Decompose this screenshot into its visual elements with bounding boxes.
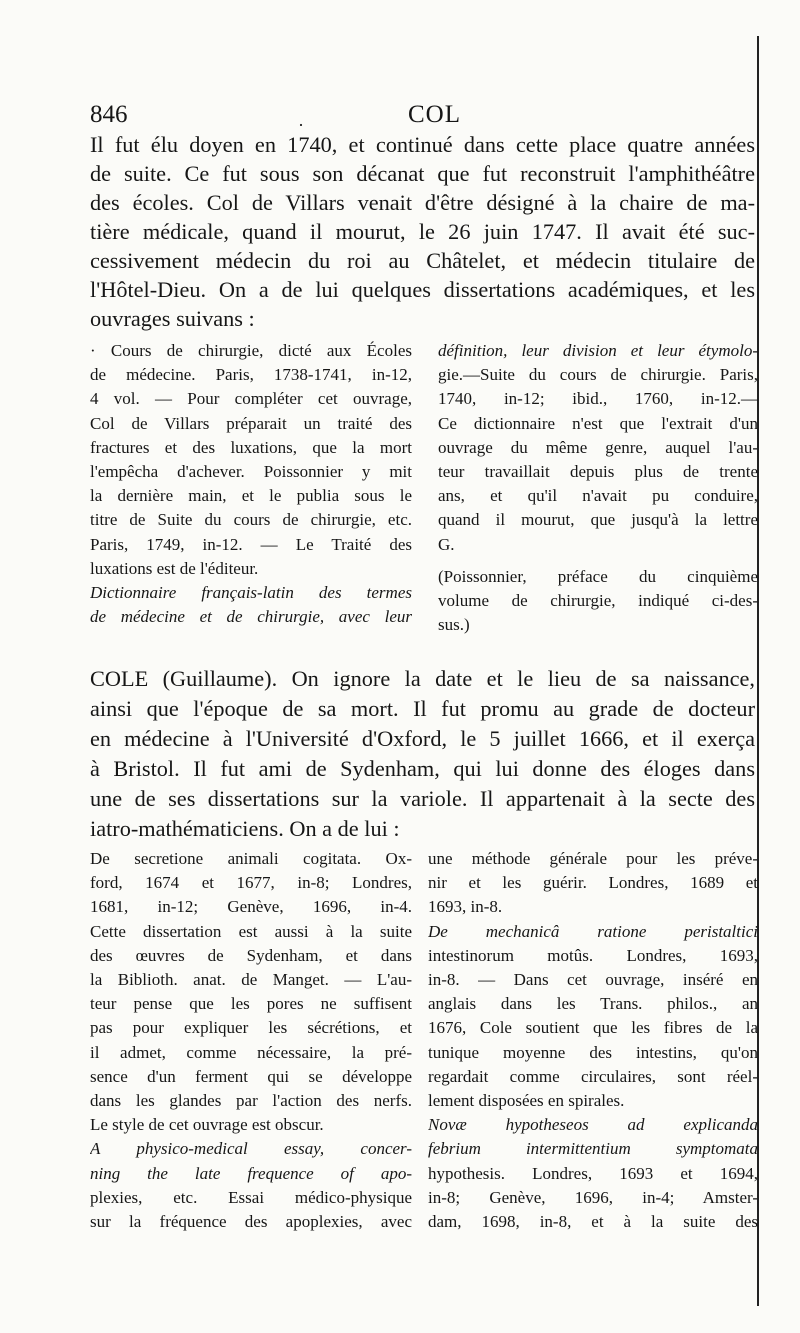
text-line: Dictionnaire français-latin des termes (90, 583, 412, 603)
text-line: teur travaillait depuis plus de trente (438, 462, 758, 482)
text-line: l'Hôtel-Dieu. On a de lui quelques dissertations académiques, et les (90, 277, 755, 302)
text-line: fractures et des luxations, que la mort (90, 437, 412, 457)
running-head: COL (408, 101, 461, 128)
text-line: 1681, in-12; Genève, 1696, in-4. (90, 897, 412, 917)
text-line: ning the late frequence of apo- (90, 1163, 412, 1183)
text-line: in-8; Genève, 1696, in-4; Amster- (428, 1187, 758, 1207)
text-line: gie.—Suite du cours de chirurgie. Paris, (438, 365, 758, 385)
text-line: Ce dictionnaire n'est que l'extrait d'un (438, 413, 758, 433)
text-line: une méthode générale pour les préve- (428, 849, 758, 868)
text-line: in-8. — Dans cet ouvrage, inséré en (428, 970, 758, 990)
cole-works-right-column (428, 847, 758, 1234)
text-line: ainsi que l'époque de sa mort. Il fut promu au grade de docteur (90, 696, 755, 721)
text-line: Paris, 1749, in-12. — Le Traité des (90, 534, 412, 554)
page-header (90, 101, 750, 135)
text-line: des œuvres de Sydenham, et dans (90, 945, 412, 965)
text-line: lement disposées en spirales. (428, 1091, 625, 1111)
text-line: ans, et qu'il n'avait pu conduire, (438, 486, 758, 506)
text-line: de médecine. Paris, 1738-1741, in-12, (90, 365, 412, 385)
page-number: 846 (90, 101, 128, 128)
text-line: l'empêcha d'achever. Poissonnier y mit (90, 462, 412, 482)
text-line: Il fut élu doyen en 1740, et continué dans cette place quatre années (90, 132, 755, 157)
text-line: des écoles. Col de Villars venait d'être désigné à la chaire de ma- (90, 190, 755, 215)
text-line: COLE (Guillaume). On ignore la date et le lieu de sa naissance, (90, 666, 755, 691)
text-line: titre de Suite du cours de chirurgie, etc. (90, 510, 412, 530)
text-line: de médecine et de chirurgie, avec leur (90, 607, 412, 627)
text-line: de suite. Ce fut sous son décanat que fut reconstruit l'amphithéâtre (90, 161, 755, 186)
text-line: cessivement médecin du roi au Châtelet, et médecin titulaire de (90, 248, 755, 273)
text-line: Col de Villars préparait un traité des (90, 413, 412, 433)
text-line: De secretione animali cogitata. Ox- (90, 849, 412, 868)
col-villars-works-left-column (90, 339, 412, 629)
text-line: une de ses dissertations sur la variole. Il appartenait à la secte des (90, 786, 755, 811)
text-line: ouvrage du même genre, auquel l'au- (438, 437, 758, 457)
text-line: quand il mourut, que jusqu'à la lettre (438, 510, 758, 530)
text-line: la dernière main, et le publia sous le (90, 486, 412, 506)
text-line: dam, 1698, in-8, et à la suite des (428, 1212, 758, 1232)
text-line: 1693, in-8. (428, 897, 503, 917)
text-line: plexies, etc. Essai médico-physique (90, 1187, 412, 1207)
text-line: teur pense que les pores ne suffisent (90, 994, 412, 1014)
text-line: iatro-mathématiciens. On a de lui : (90, 816, 400, 841)
text-line: définition, leur division et leur étymolo- (438, 341, 758, 360)
text-line: la Biblioth. anat. de Manget. — L'au- (90, 970, 412, 990)
text-line: Le style de cet ouvrage est obscur. (90, 1115, 324, 1135)
text-line: ford, 1674 et 1677, in-8; Londres, (90, 873, 412, 893)
text-line: en médecine à l'Université d'Oxford, le 5 juillet 1666, et il exerça (90, 726, 755, 751)
text-line: hypothesis. Londres, 1693 et 1694, (428, 1163, 758, 1183)
text-line: 1676, Cole soutient que les fibres de la (428, 1018, 758, 1038)
text-line: De mechanicâ ratione peristaltici (428, 921, 758, 941)
text-line: tière médicale, quand il mourut, le 26 juin 1747. Il avait été suc- (90, 219, 755, 244)
text-line: · Cours de chirurgie, dicté aux Écoles (90, 341, 412, 360)
text-line: sence d'un ferment qui se développe (90, 1066, 412, 1086)
text-line: A physico-medical essay, concer- (90, 1139, 412, 1159)
text-line: Cette dissertation est aussi à la suite (90, 921, 412, 941)
text-line: sus.) (438, 615, 470, 635)
col-villars-works-right-column (438, 339, 758, 637)
text-line: sur la fréquence des apoplexies, avec (90, 1212, 412, 1232)
text-line: tunique moyenne des intestins, qu'on (428, 1042, 758, 1062)
text-line: nir et les guérir. Londres, 1689 et (428, 873, 758, 893)
text-line: regardait comme circulaires, sont réel- (428, 1066, 758, 1086)
text-line: pas pour expliquer les sécrétions, et (90, 1018, 412, 1038)
text-line: luxations est de l'éditeur. (90, 558, 259, 578)
text-line: 4 vol. — Pour compléter cet ouvrage, (90, 389, 412, 409)
text-line: il admet, comme nécessaire, la pré- (90, 1042, 412, 1062)
text-line: G. (438, 534, 455, 554)
text-line: ouvrages suivans : (90, 306, 255, 331)
text-line: à Bristol. Il fut ami de Sydenham, qui lui donne des éloges dans (90, 756, 755, 781)
stray-mark: · (298, 115, 304, 135)
text-line: volume de chirurgie, indiqué ci-des- (438, 591, 758, 611)
text-line: intestinorum motûs. Londres, 1693, (428, 945, 758, 965)
text-line: anglais dans les Trans. philos., an (428, 994, 758, 1014)
text-line: Novæ hypotheseos ad explicanda (428, 1115, 758, 1135)
text-line: (Poissonnier, préface du cinquième (438, 566, 758, 586)
cole-works-left-column (90, 847, 412, 1234)
text-line: 1740, in-12; ibid., 1760, in-12.— (438, 389, 758, 409)
col-villars-paragraph (90, 130, 755, 333)
text-line: dans les glandes par l'action des nerfs. (90, 1091, 412, 1111)
cole-entry-paragraph (90, 664, 755, 844)
text-line: febrium intermittentium symptomata (428, 1139, 758, 1159)
